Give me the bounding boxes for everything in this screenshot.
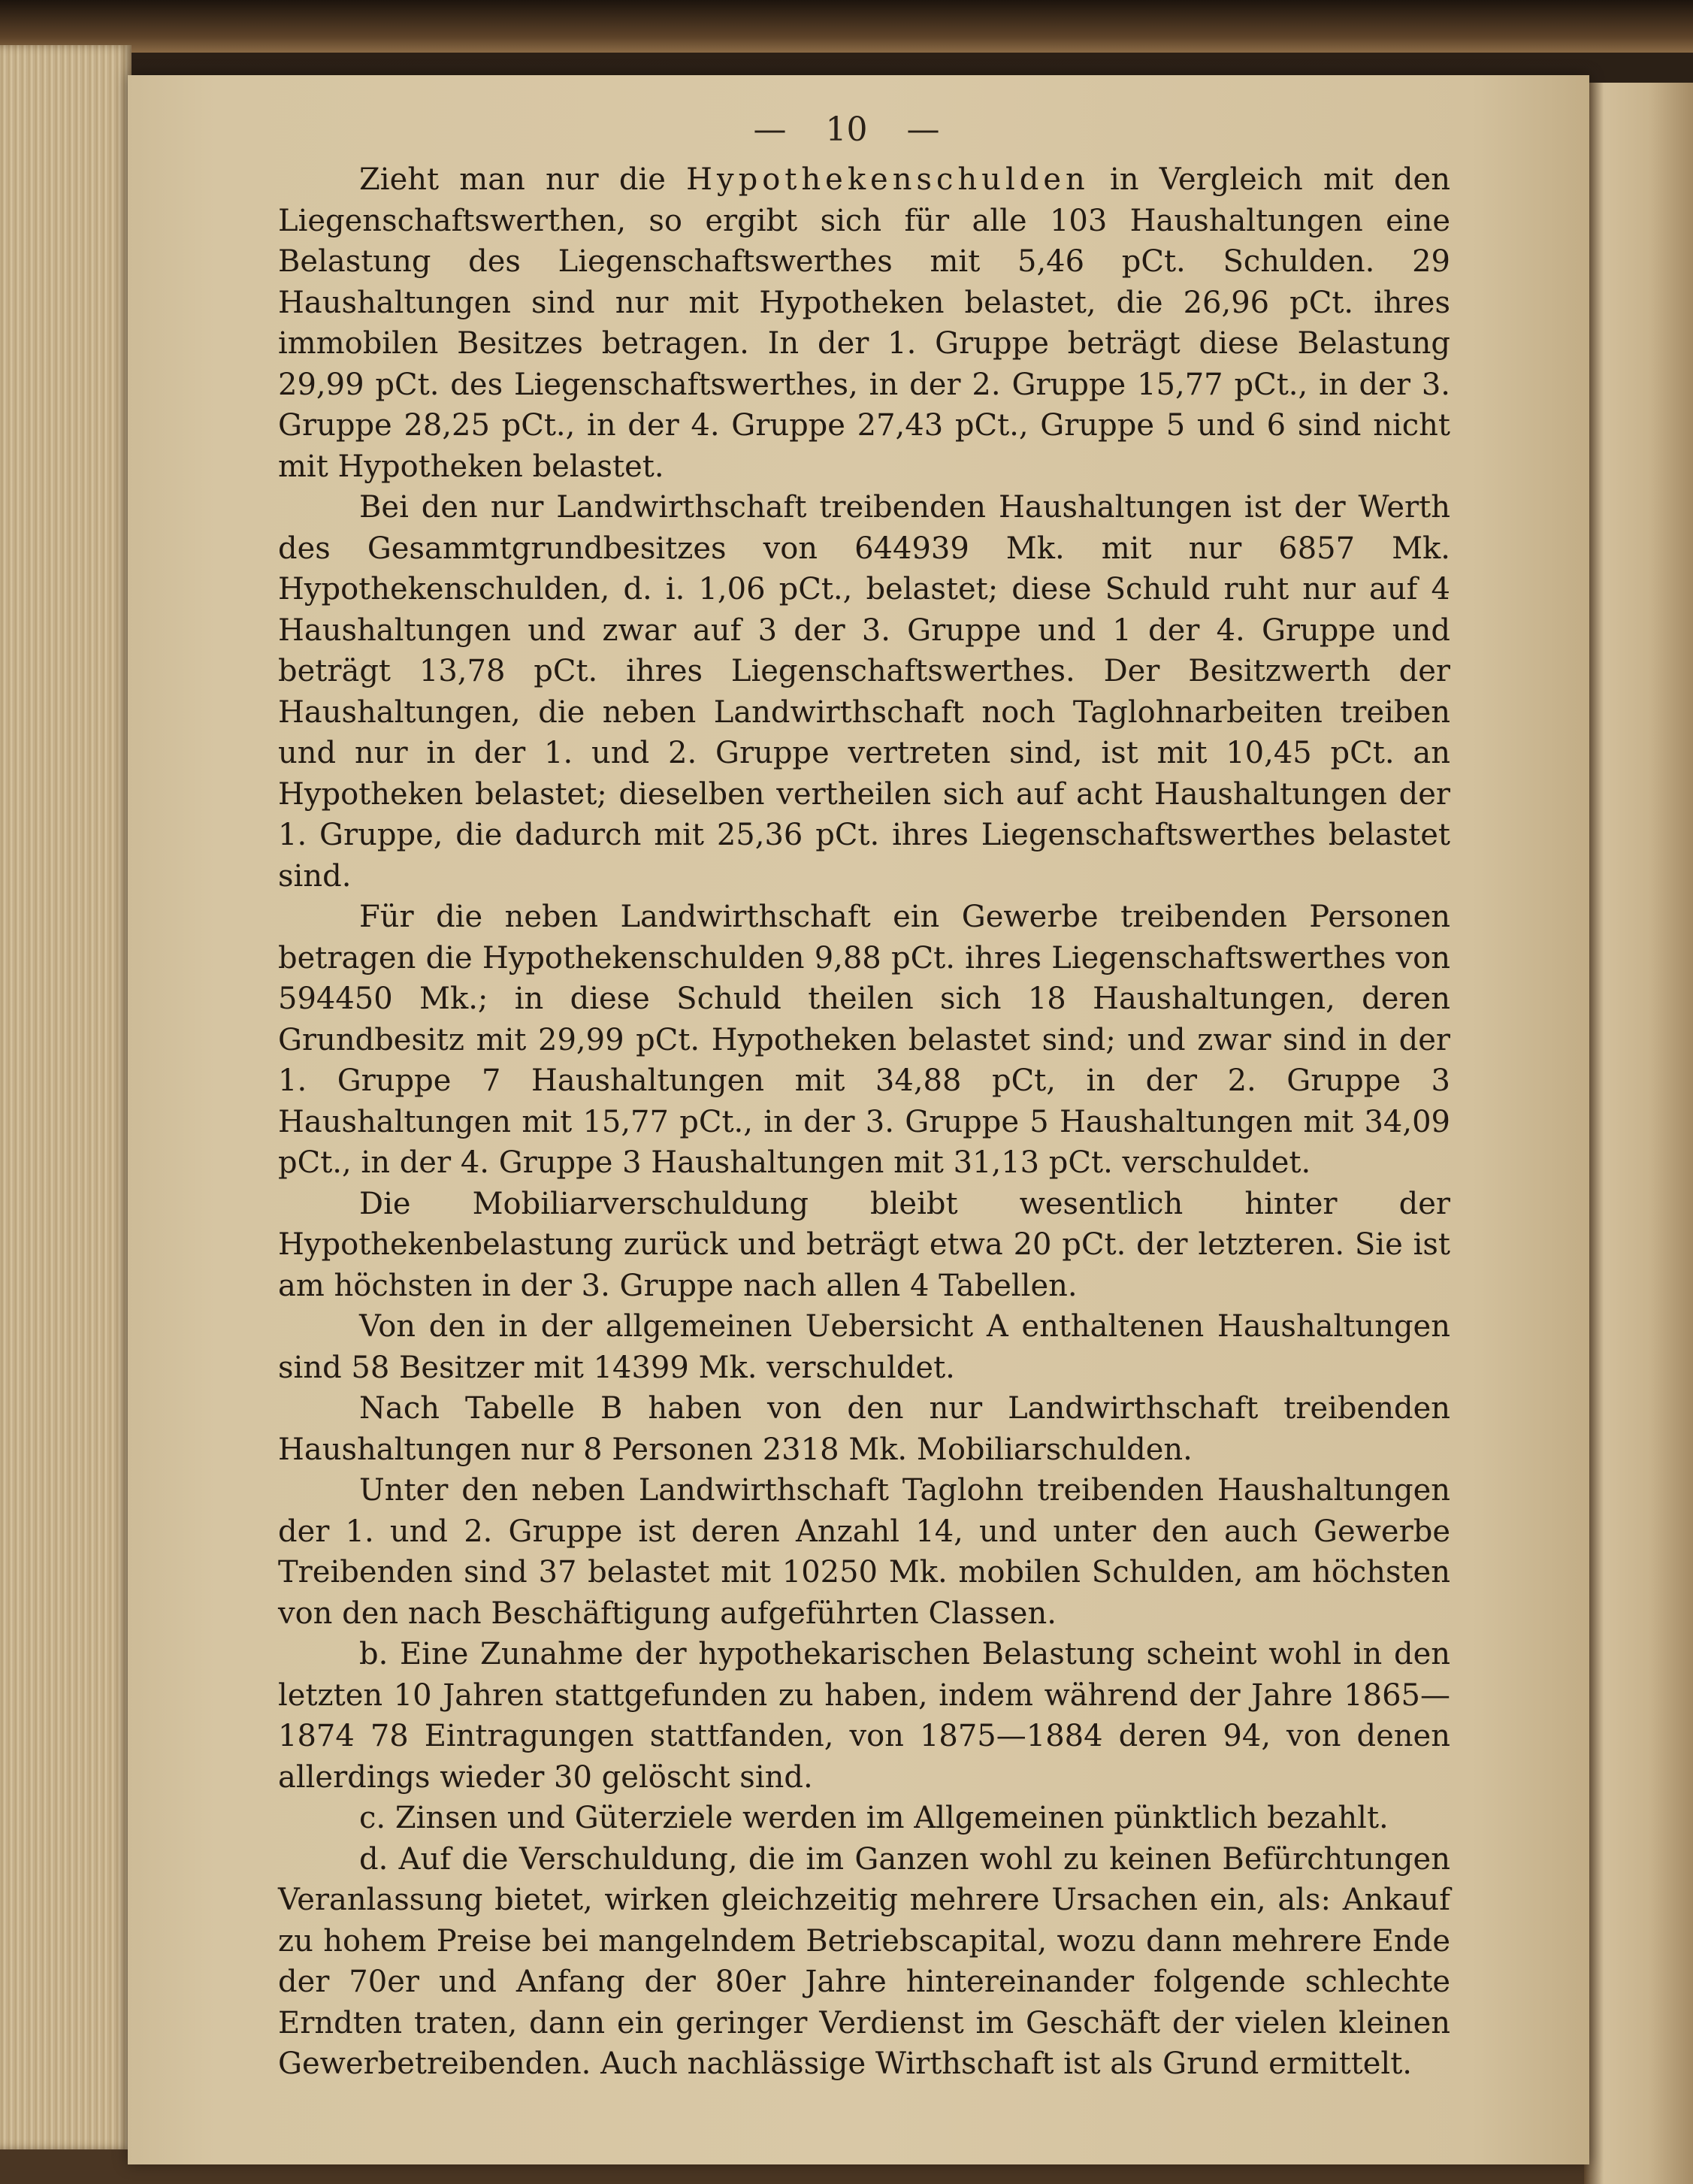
emphasis-hypothekenschulden: Hypothekenschulden	[686, 162, 1090, 197]
paragraph-taglohn: Unter den neben Landwirthschaft Taglohn treibenden Haushaltungen der 1. und 2. Gruppe ist deren Anzahl 14, und unter den auch Gewerbe Treibenden sind 37 belastet mit 10250 Mk. mobilen Schulden, am höchsten von den nach Beschäftigung aufgeführten Classen.	[278, 1473, 1450, 1631]
book-top-edge	[0, 0, 1693, 53]
paragraph-hypothekenschulden	[278, 159, 1450, 487]
paragraph-uebersicht-a: Von den in der allgemeinen Uebersicht A enthaltenen Haushaltungen sind 58 Besitzer mit 14399 Mk. verschuldet.	[278, 1309, 1450, 1385]
paragraph-landwirthschaft: Bei den nur Landwirthschaft treibenden Haushaltungen ist der Werth des Gesammtgrundbesitzes von 644939 Mk. mit nur 6857 Mk. Hypothekenschulden, d. i. 1,06 pCt., belastet; diese Schuld ruht nur auf 4 Haushaltungen und zwar auf 3 der 3. Gruppe und 1 der 4. Gruppe und beträgt 13,78 pCt. ihres Liegenschaftswerthes. Der Besitzwerth der Haushaltungen, die neben Landwirthschaft noch Taglohnarbeiten treiben und nur in der 1. und 2. Gruppe vertreten sind, ist mit 10,45 pCt. an Hypotheken belastet; dieselben vertheilen sich auf acht Haushaltungen der 1. Gruppe, die dadurch mit 25,36 pCt. ihres Liegenschaftswerthes belastet sind.	[278, 490, 1450, 894]
paragraph-mobiliarverschuldung: Die Mobiliarverschuldung bleibt wesentlich hinter der Hypothekenbelastung zurück und beträgt etwa 20 pCt. der letzteren. Sie ist am höchsten in der 3. Gruppe nach allen 4 Tabellen.	[278, 1186, 1450, 1303]
paragraph-tabelle-b: Nach Tabelle B haben von den nur Landwirthschaft treibenden Haushaltungen nur 8 Personen 2318 Mk. Mobiliarschulden.	[278, 1391, 1450, 1467]
paragraph-lead: Zieht man nur die	[359, 162, 687, 197]
paragraph-b-zunahme: b. Eine Zunahme der hypothekarischen Belastung scheint wohl in den letzten 10 Jahren stattgefunden zu haben, indem während der Jahre 1865—1874 78 Eintragungen stattfanden, von 1875—1884 deren 94, von denen allerdings wieder 30 gelöscht sind.	[278, 1637, 1450, 1795]
paragraph-rest: in Vergleich mit den Liegenschaftswerthen, so ergibt sich für alle 103 Haushaltungen eine Belastung des Liegenschaftswerthes mit 5,46 pCt. Schulden. 29 Haushaltungen sind nur mit Hypotheken belastet, die 26,96 pCt. ihres immobilen Besitzes betragen. In der 1. Gruppe beträgt diese Belastung 29,99 pCt. des Liegenschaftswerthes, in der 2. Gruppe 15,77 pCt., in der 3. Gruppe 28,25 pCt., in der 4. Gruppe 27,43 pCt., Gruppe 5 und 6 sind nicht mit Hypotheken belastet.	[278, 162, 1450, 484]
page-number-dash-left: —	[753, 110, 787, 149]
book-page-stack-right	[1584, 83, 1693, 2184]
paragraph-d-verschuldung: d. Auf die Verschuldung, die im Ganzen wohl zu keinen Befürchtungen Veranlassung bietet, wirken gleichzeitig mehrere Ursachen ein, als: Ankauf zu hohem Preise bei mangelndem Betriebscapital, wozu dann mehrere Ende der 70er und Anfang der 80er Jahre hintereinander folgende schlechte Erndten traten, dann ein geringer Verdienst im Geschäft der vielen kleinen Gewerbetreibenden. Auch nachlässige Wirthschaft ist als Grund ermittelt.	[278, 1841, 1450, 2081]
body-text	[278, 159, 1450, 2081]
book-page-stack-left	[0, 45, 132, 2149]
page-number-dash-right: —	[906, 110, 940, 149]
paragraph-gewerbe: Für die neben Landwirthschaft ein Gewerbe treibenden Personen betragen die Hypothekenschulden 9,88 pCt. ihres Liegenschaftswerthes von 594450 Mk.; in diese Schuld theilen sich 18 Haushaltungen, deren Grundbesitz mit 29,99 pCt. Hypotheken belastet sind; und zwar sind in der 1. Gruppe 7 Haushaltungen mit 34,88 pCt, in der 2. Gruppe 3 Haushaltungen mit 15,77 pCt., in der 3. Gruppe 5 Haushaltungen mit 34,09 pCt., in der 4. Gruppe 3 Haushaltungen mit 31,13 pCt. verschuldet.	[278, 900, 1450, 1180]
paragraph-c-zinsen: c. Zinsen und Güterziele werden im Allgemeinen pünktlich bezahlt.	[359, 1801, 1389, 1835]
page-number	[0, 104, 1693, 156]
page-number-value: 10	[825, 110, 868, 149]
